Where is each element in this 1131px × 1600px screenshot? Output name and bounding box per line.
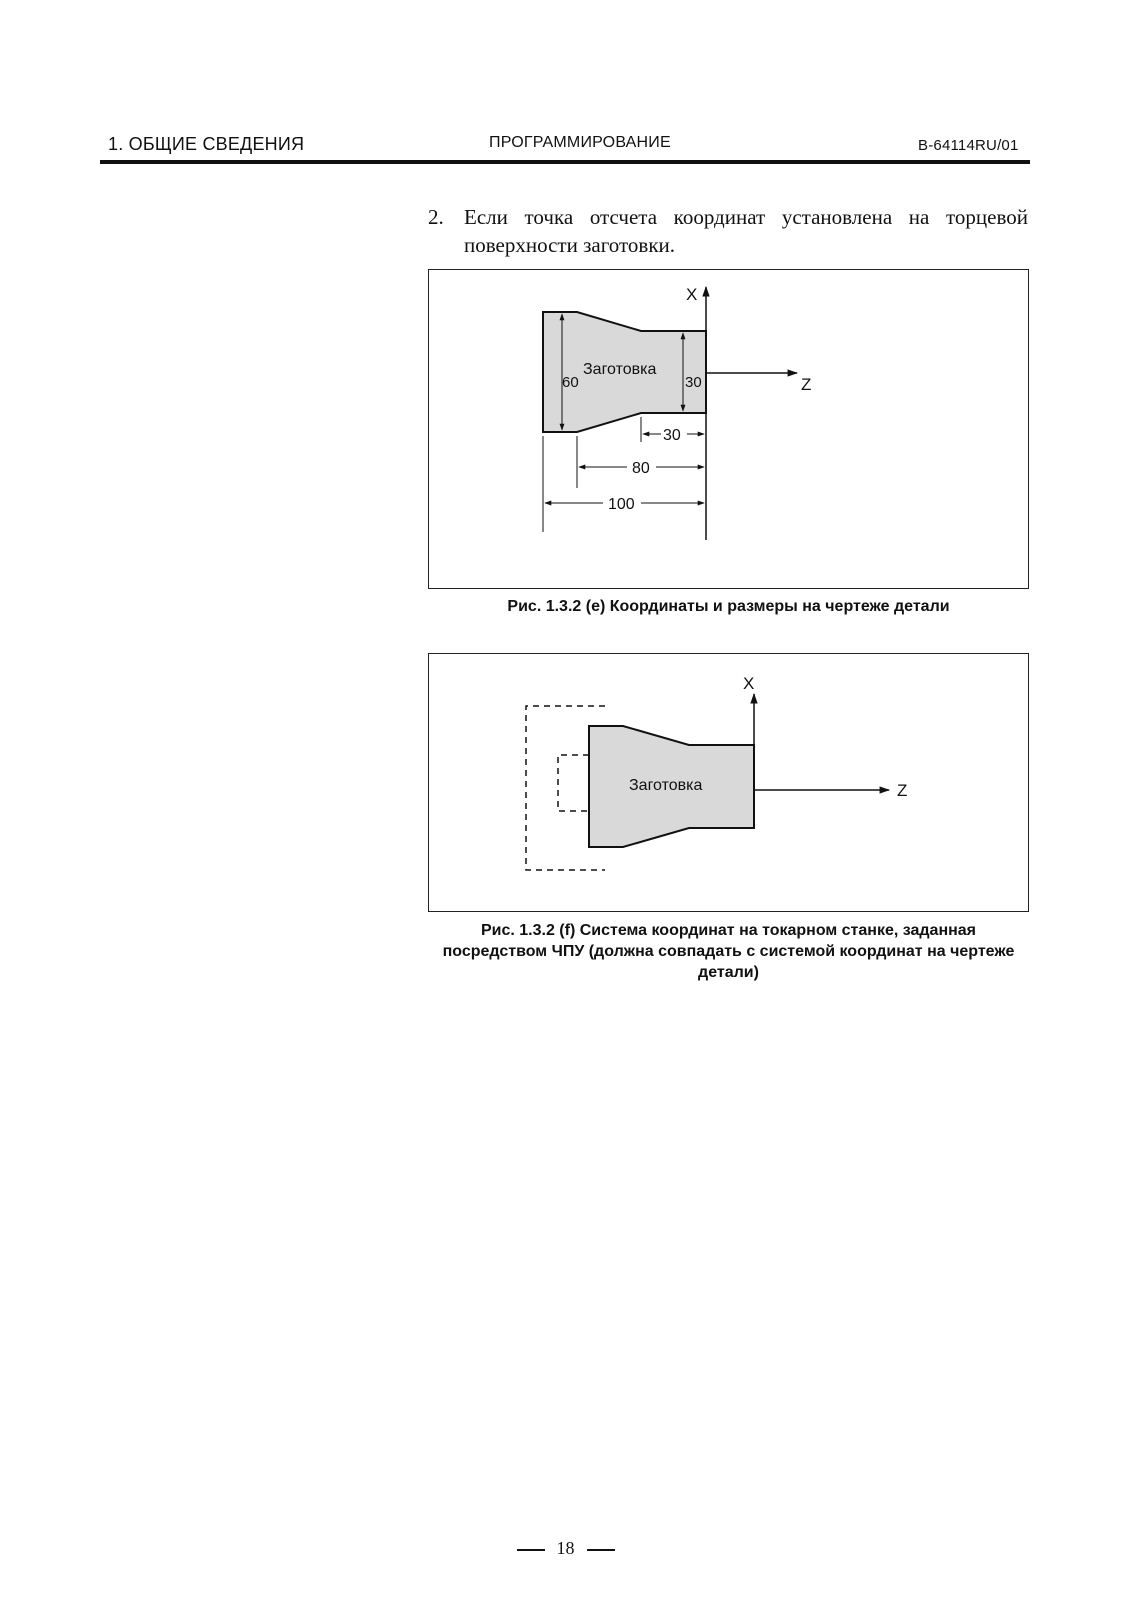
x-axis-label: X [743, 674, 755, 693]
x-axis-label: X [686, 285, 698, 304]
z-axis-label: Z [897, 781, 908, 800]
dim-80-label: 80 [632, 460, 650, 477]
figure-f-caption: Рис. 1.3.2 (f) Система координат на токарном станке, заданная посредством ЧПУ (должна совпадать с системой координат на чертеже детали) [442, 922, 1015, 981]
list-number: 2. [428, 205, 444, 229]
dim-30-len-label: 30 [663, 427, 681, 444]
figure-f-frame [428, 653, 1029, 912]
figure-e-drawing [429, 270, 1030, 590]
dim-100-label: 100 [608, 496, 635, 513]
header-section-title: 1. ОБЩИЕ СВЕДЕНИЯ [108, 134, 305, 154]
figure-e-frame [428, 269, 1029, 589]
figure-f-drawing [429, 654, 1030, 913]
dim-30-dia-label: 30 [685, 374, 702, 391]
header-doc-number: B-64114RU/01 [918, 137, 1019, 154]
footer-dash-left [517, 1549, 545, 1551]
chuck-inner-dashed [558, 755, 589, 811]
header-rule [100, 160, 1030, 164]
footer-dash-right [587, 1549, 615, 1551]
page-number: 18 [556, 1538, 575, 1558]
paragraph-text: Если точка отсчета координат установлена на торцевой поверхности заготовки. [464, 205, 1028, 257]
header-manual-title: ПРОГРАММИРОВАНИЕ [489, 134, 671, 151]
dim-60-label: 60 [562, 374, 579, 391]
figure-e-caption: Рис. 1.3.2 (e) Координаты и размеры на чертеже детали [507, 598, 950, 615]
page-footer [0, 1538, 1131, 1559]
workpiece-label: Заготовка [583, 361, 657, 378]
workpiece-label: Заготовка [629, 777, 703, 794]
z-axis-label: Z [801, 375, 812, 394]
